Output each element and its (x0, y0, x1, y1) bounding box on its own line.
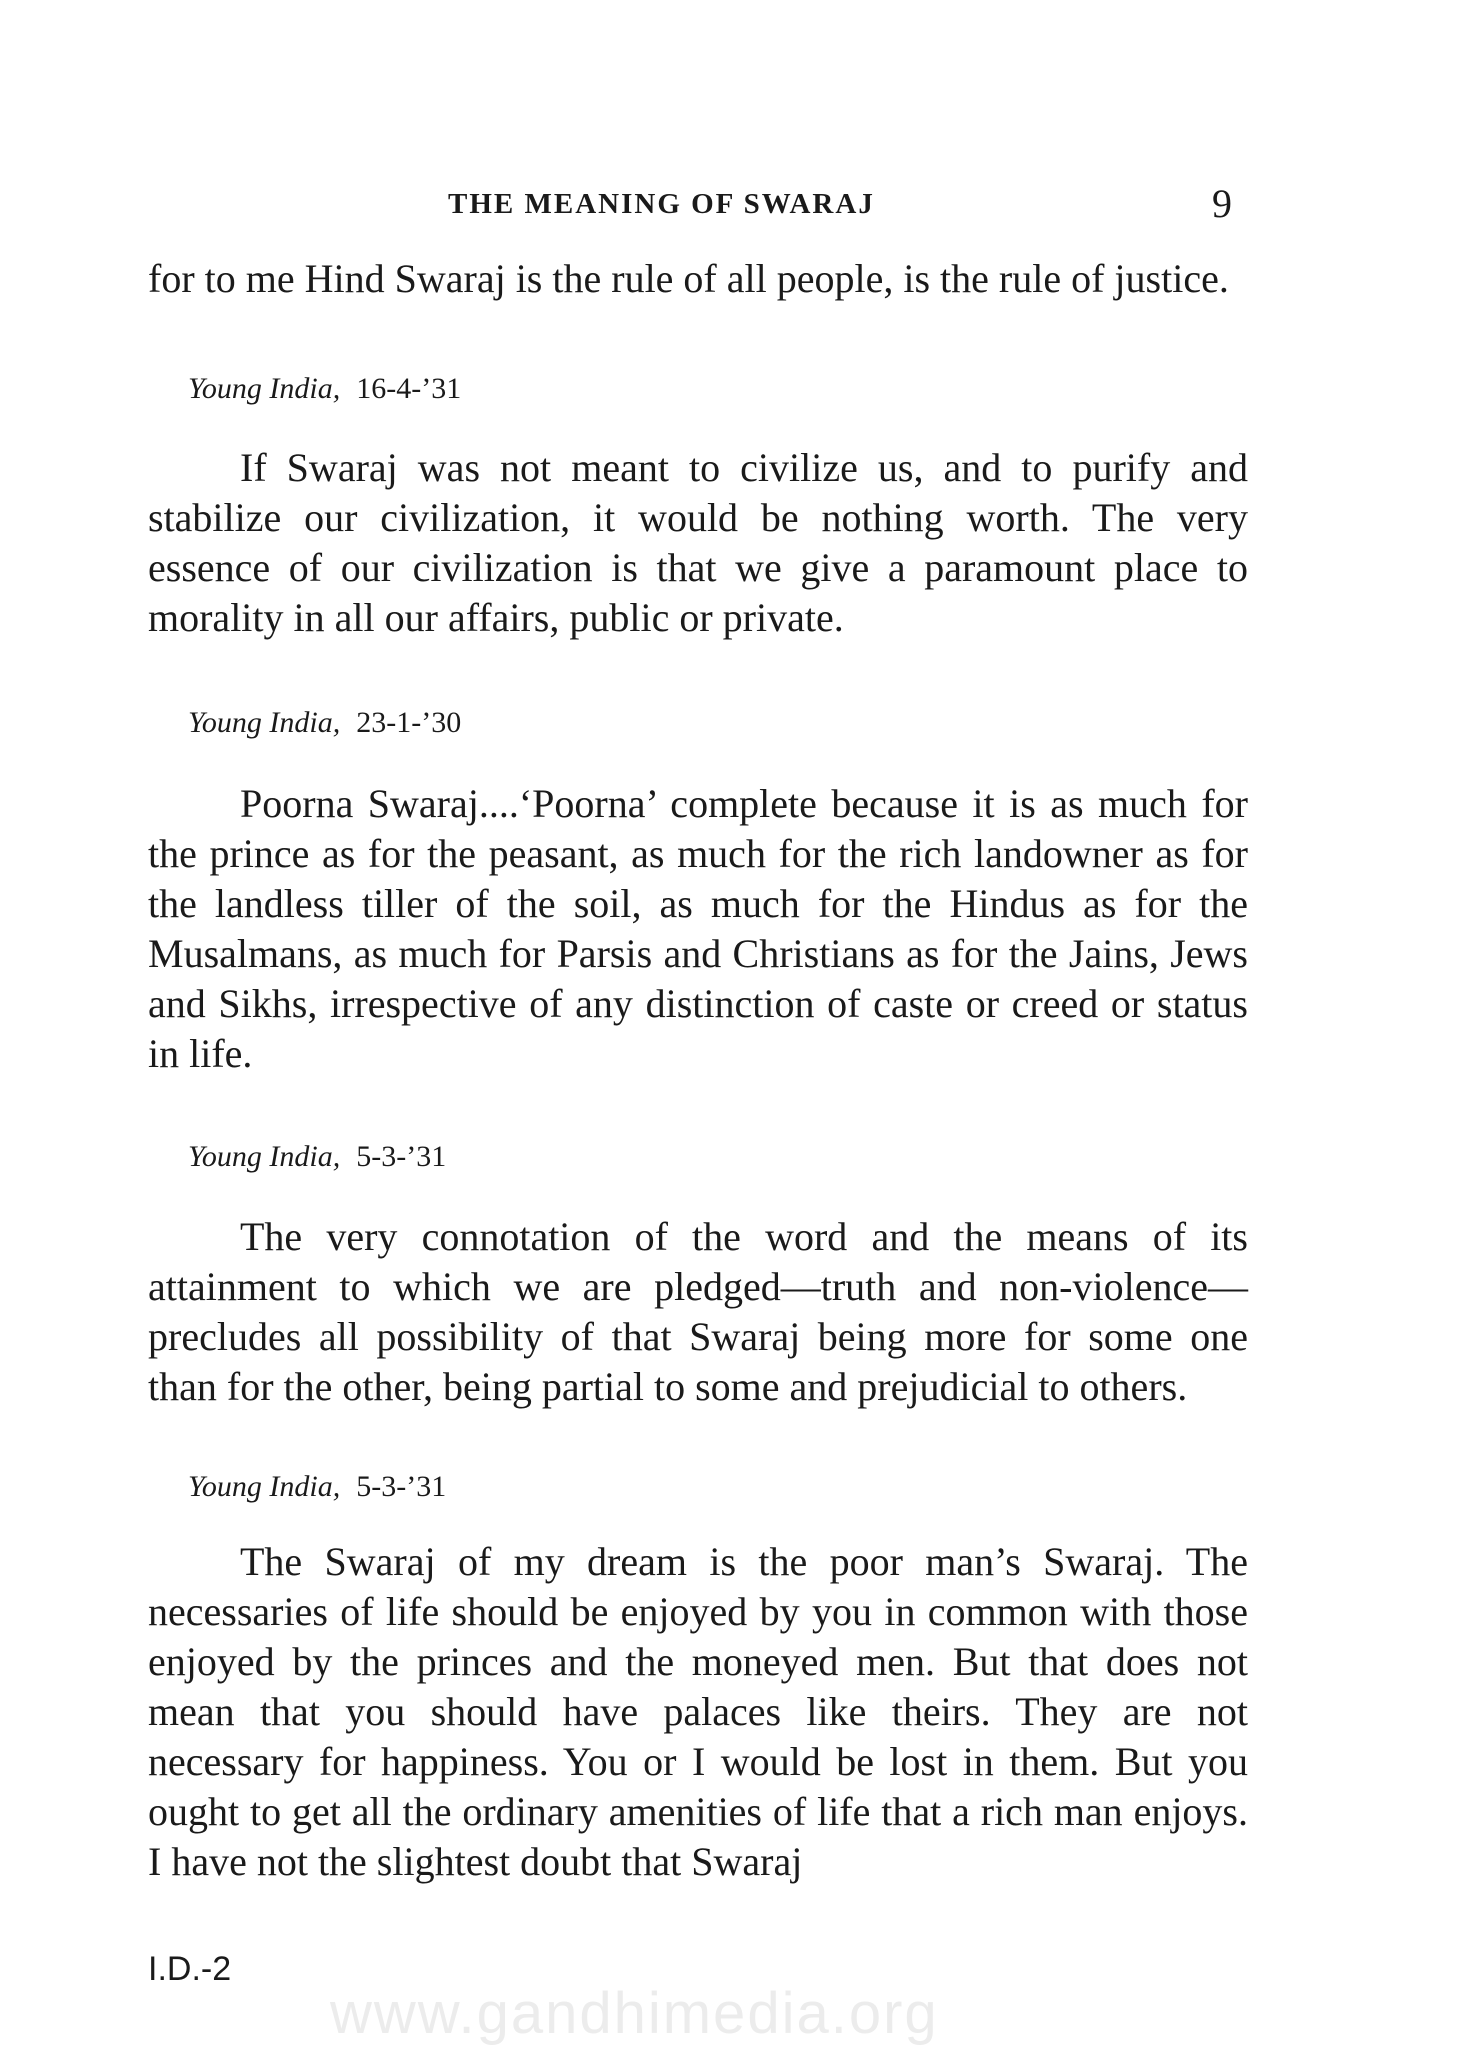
source-publication: Young India, (188, 1140, 341, 1173)
paragraph-2 (148, 443, 1248, 643)
paragraph-text: for to me Hind Swaraj is the rule of all people, is the rule of justice. (148, 256, 1229, 301)
paragraph-3 (148, 779, 1248, 1079)
source-citation-3 (188, 1140, 446, 1174)
paragraph-4 (148, 1212, 1248, 1412)
paragraph-text: If Swaraj was not meant to civilize us, and to purify and stabilize our civilization, it would be nothing worth. The very essence of our civilization is that we give a paramount place to morality in all our affairs, public or private. (148, 445, 1248, 640)
watermark: www.gandhimedia.org (330, 1981, 939, 2046)
source-date: 16-4-’31 (356, 372, 462, 405)
paragraph-1 (148, 254, 1248, 304)
paragraph-5 (148, 1537, 1248, 1887)
source-publication: Young India, (188, 706, 341, 739)
page-number: 9 (1212, 181, 1232, 226)
source-citation-2 (188, 706, 461, 740)
source-date: 23-1-’30 (356, 706, 462, 739)
source-date: 5-3-’31 (356, 1140, 447, 1173)
running-head: THE MEANING OF SWARAJ (448, 188, 875, 220)
paragraph-text: The Swaraj of my dream is the poor man’s Swaraj. The necessaries of life should be enjoyed by you in common with those enjoyed by the princes and the moneyed men. But that does not mean that you should have palaces like theirs. They are not necessary for happiness. You or I would be lost in them. But you ought to get all the ordinary amenities of life that a rich man enjoys. I have not the slightest doubt that Swaraj (148, 1539, 1248, 1884)
source-publication: Young India, (188, 1470, 341, 1503)
source-citation-4 (188, 1470, 446, 1504)
source-publication: Young India, (188, 372, 341, 405)
paragraph-text: Poorna Swaraj....‘Poorna’ complete because it is as much for the prince as for the peasant, as much for the rich landowner as for the landless tiller of the soil, as much for the Hindus as for the Musalmans, as much for Parsis and Christians as for the Jains, Jews and Sikhs, irrespective of any distinction of caste or creed or status in life. (148, 781, 1248, 1076)
signature-mark: I.D.-2 (148, 1950, 232, 1988)
source-date: 5-3-’31 (356, 1470, 447, 1503)
source-citation-1 (188, 372, 461, 406)
paragraph-text: The very connotation of the word and the means of its attainment to which we are pledged—truth and non-violence—precludes all possibility of that Swaraj being more for some one than for the other, being partial to some and prejudicial to others. (148, 1214, 1248, 1409)
